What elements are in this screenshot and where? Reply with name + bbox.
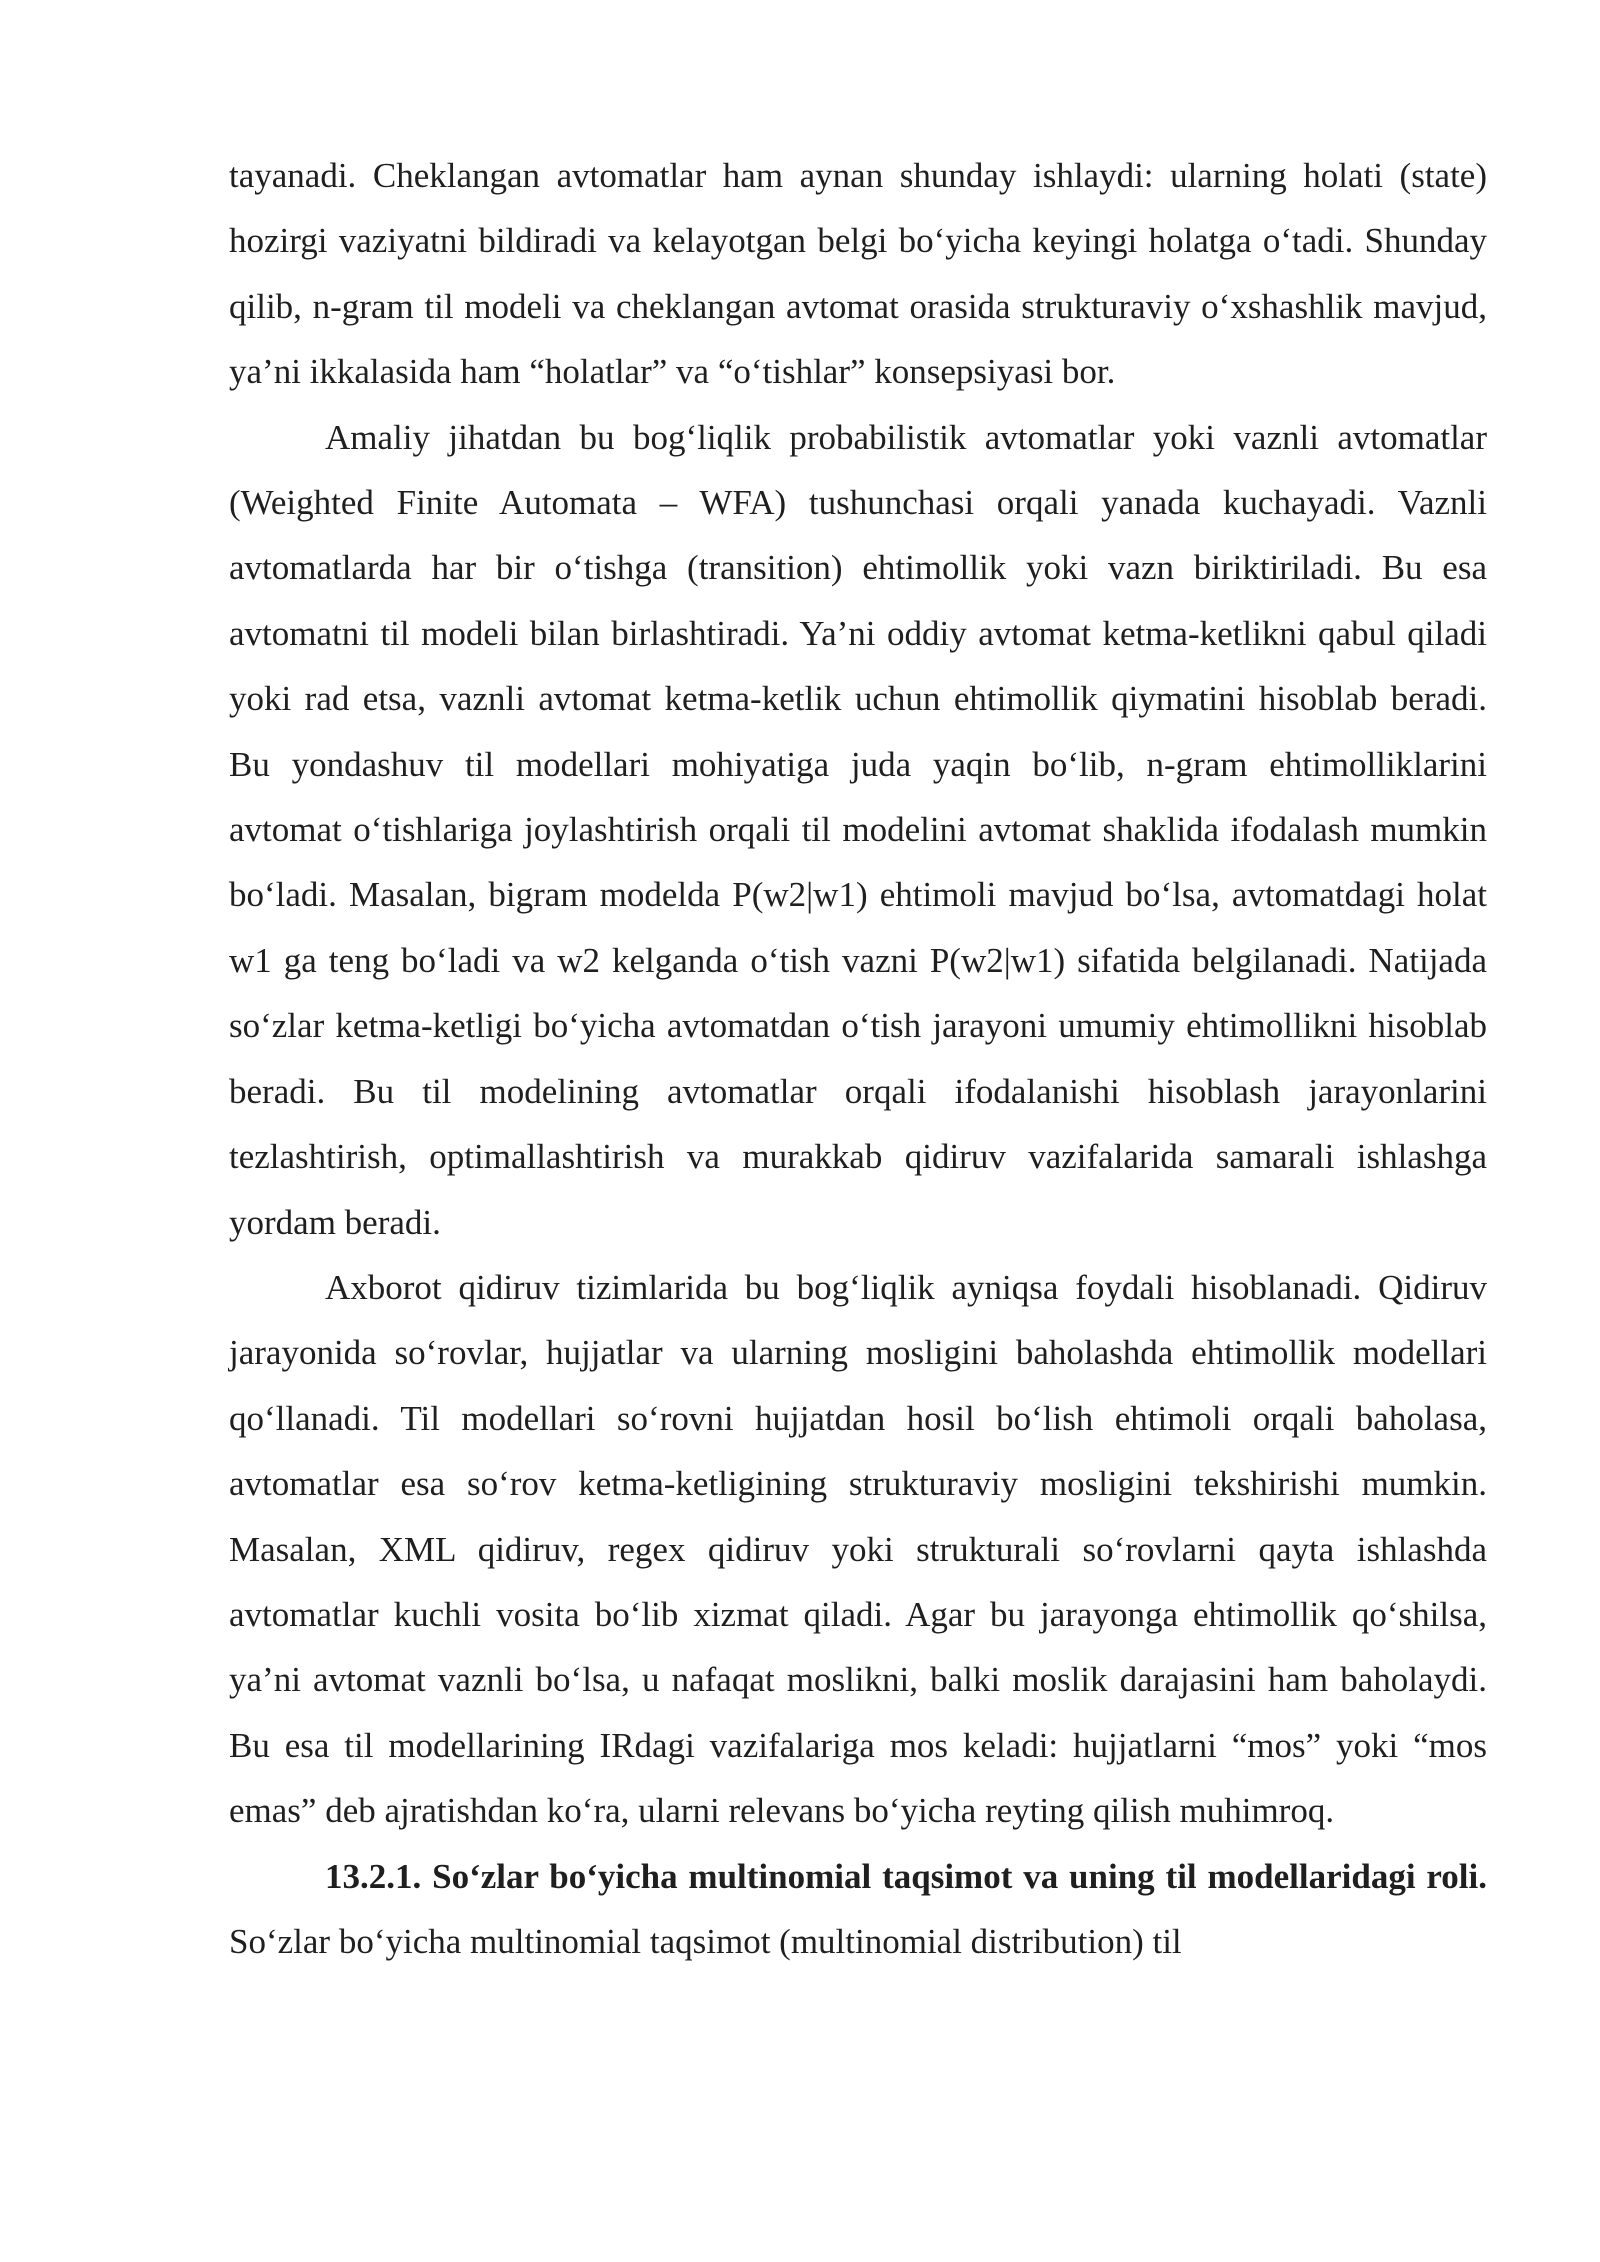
document-page <box>229 143 1487 1974</box>
section-text: So‘zlar bo‘yicha multinomial taqsimot (multinomial distribution) til <box>229 1921 1182 1961</box>
section-paragraph <box>229 1844 1487 1975</box>
section-heading: 13.2.1. So‘zlar bo‘yicha multinomial taqsimot va uning til modellaridagi roli. <box>325 1856 1487 1896</box>
paragraph-information-retrieval: Axborot qidiruv tizimlarida bu bog‘liqlik ayniqsa foydali hisoblanadi. Qidiruv jarayonida so‘rovlar, hujjatlar va ularning mosligini baholashda ehtimollik modellari qo‘llanadi. Til modellari so‘rovni hujjatdan hosil bo‘lish ehtimoli orqali baholasa, avtomatlar esa so‘rov ketma-ketligining strukturaviy mosligini tekshirishi mumkin. Masalan, XML qidiruv, regex qidiruv yoki strukturali so‘rovlarni qayta ishlashda avtomatlar kuchli vosita bo‘lib xizmat qiladi. Agar bu jarayonga ehtimollik qo‘shilsa, ya’ni avtomat vaznli bo‘lsa, u nafaqat moslikni, balki moslik darajasini ham baholaydi. Bu esa til modellarining IRdagi vazifalariga mos keladi: hujjatlarni “mos” yoki “mos emas” deb ajratishdan ko‘ra, ularni relevans bo‘yicha reyting qilish muhimroq. <box>229 1267 1487 1831</box>
paragraph-weighted-automata: Amaliy jihatdan bu bog‘liqlik probabilistik avtomatlar yoki vaznli avtomatlar (Weighted Finite Automata – WFA) tushunchasi orqali yanada kuchayadi. Vaznli avtomatlarda har bir o‘tishga (transition) ehtimollik yoki vazn biriktiriladi. Bu esa avtomatni til modeli bilan birlashtiradi. Ya’ni oddiy avtomat ketma-ketlikni qabul qiladi yoki rad etsa, vaznli avtomat ketma-ketlik uchun ehtimollik qiymatini hisoblab beradi. Bu yondashuv til modellari mohiyatiga juda yaqin bo‘lib, n-gram ehtimolliklarini avtomat o‘tishlariga joylashtirish orqali til modelini avtomat shaklida ifodalash mumkin bo‘ladi. Masalan, bigram modelda P(w2|w1) ehtimoli mavjud bo‘lsa, avtomatdagi holat w1 ga teng bo‘ladi va w2 kelganda o‘tish vazni P(w2|w1) sifatida belgilanadi. Natijada so‘zlar ketma-ketligi bo‘yicha avtomatdan o‘tish jarayoni umumiy ehtimollikni hisoblab beradi. Bu til modelining avtomatlar orqali ifodalanishi hisoblash jarayonlarini tezlashtirish, optimallashtirish va murakkab qidiruv vazifalarida samarali ishlashga yordam beradi. <box>229 417 1487 1242</box>
paragraph-continuation: tayanadi. Cheklangan avtomatlar ham aynan shunday ishlaydi: ularning holati (state) hozirgi vaziyatni bildiradi va kelayotgan belgi bo‘yicha keyingi holatga o‘tadi. Shunday qilib, n-gram til modeli va cheklangan avtomat orasida strukturaviy o‘xshashlik mavjud, ya’ni ikkalasida ham “holatlar” va “o‘tishlar” konsepsiyasi bor. <box>229 156 1487 392</box>
